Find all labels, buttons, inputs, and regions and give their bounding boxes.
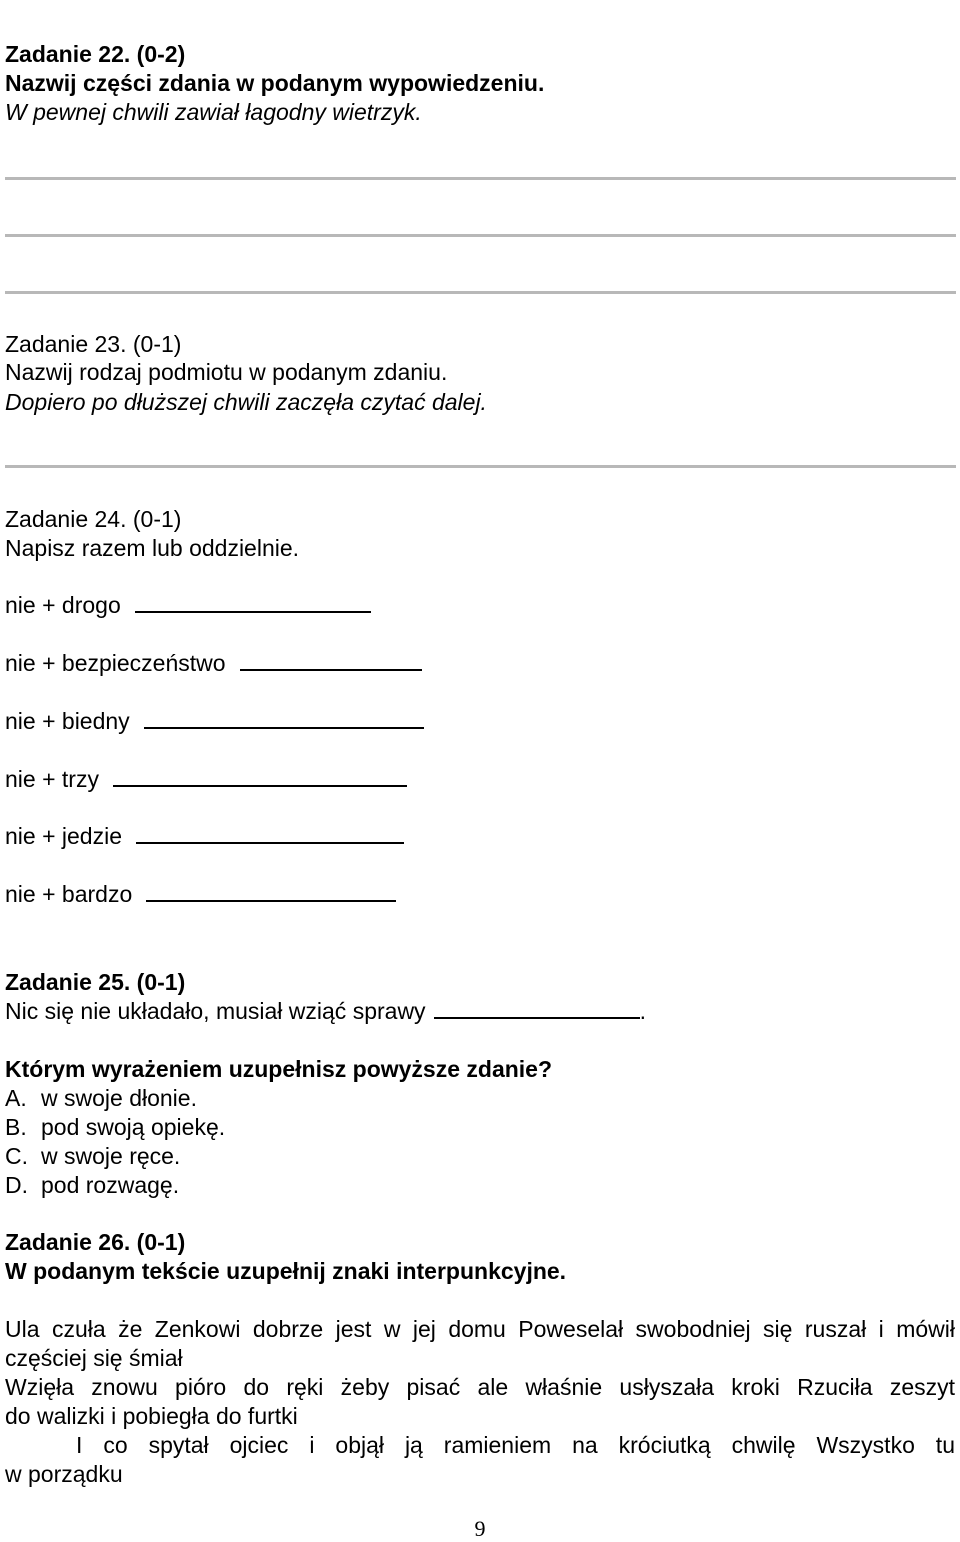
task22-title: Zadanie 22. (0-2)	[5, 41, 186, 67]
option-b[interactable]	[5, 1113, 225, 1141]
list-item	[5, 880, 396, 908]
task25-sentence	[5, 997, 646, 1025]
list-item	[5, 765, 407, 793]
sentence-start: Nic się nie układało, musiał wziąć sprawy	[5, 998, 426, 1024]
option-text: pod rozwagę.	[41, 1172, 180, 1198]
task25-question: Którym wyrażeniem uzupełnisz powyższe zdanie?	[5, 1056, 553, 1082]
sentence-end: .	[639, 998, 646, 1024]
answer-line[interactable]	[5, 177, 956, 180]
task26-title: Zadanie 26. (0-1)	[5, 1229, 186, 1255]
item-label: nie + drogo	[5, 592, 121, 618]
option-letter: C.	[5, 1143, 28, 1169]
answer-line[interactable]	[5, 234, 956, 237]
item-label: nie + bardzo	[5, 881, 133, 907]
answer-blank[interactable]	[146, 899, 396, 902]
item-label: nie + bezpieczeństwo	[5, 650, 226, 676]
task26-instruction: W podanym tekście uzupełnij znaki interpunkcyjne.	[5, 1258, 567, 1284]
task23-sentence: Dopiero po dłuższej chwili zaczęła czytać dalej.	[5, 389, 487, 415]
answer-blank[interactable]	[135, 610, 371, 613]
task23-title: Zadanie 23. (0-1)	[5, 331, 182, 357]
option-d[interactable]	[5, 1171, 179, 1199]
answer-blank[interactable]	[136, 841, 404, 844]
option-text: pod swoją opiekę.	[41, 1114, 226, 1140]
list-item	[5, 591, 371, 619]
option-text: w swoje dłonie.	[41, 1085, 197, 1111]
answer-blank[interactable]	[144, 726, 424, 729]
paragraph-line: Ula czuła że Zenkowi dobrze jest w jej domu Poweselał swobodniej się ruszał i mówił	[5, 1316, 955, 1342]
list-item	[5, 707, 424, 735]
answer-blank[interactable]	[113, 784, 407, 787]
paragraph-line: częściej się śmiał	[5, 1345, 183, 1371]
answer-line[interactable]	[5, 291, 956, 294]
option-a[interactable]	[5, 1084, 197, 1112]
page-number: 9	[474, 1516, 486, 1541]
task23-instruction: Nazwij rodzaj podmiotu w podanym zdaniu.	[5, 359, 448, 385]
task24-instruction: Napisz razem lub oddzielnie.	[5, 535, 300, 561]
list-item	[5, 822, 404, 850]
option-text: w swoje ręce.	[41, 1143, 181, 1169]
option-letter: D.	[5, 1172, 28, 1198]
item-label: nie + biedny	[5, 708, 130, 734]
task24-title: Zadanie 24. (0-1)	[5, 506, 182, 532]
paragraph-line: do walizki i pobiegła do furtki	[5, 1403, 298, 1429]
option-letter: B.	[5, 1114, 27, 1140]
answer-blank[interactable]	[240, 668, 422, 671]
item-label: nie + trzy	[5, 766, 99, 792]
paragraph-line: I co spytał ojciec i objął ją ramieniem na króciutką chwilę Wszystko tu	[76, 1432, 955, 1458]
answer-blank[interactable]	[434, 1016, 640, 1019]
task25-title: Zadanie 25. (0-1)	[5, 969, 186, 995]
item-label: nie + jedzie	[5, 823, 122, 849]
task22-instruction: Nazwij części zdania w podanym wypowiedzeniu.	[5, 70, 545, 96]
answer-line[interactable]	[5, 465, 956, 468]
list-item	[5, 649, 422, 677]
option-letter: A.	[5, 1085, 27, 1111]
paragraph-line: Wzięła znowu pióro do ręki żeby pisać ale właśnie usłyszała kroki Rzuciła zeszyt	[5, 1374, 955, 1400]
task22-sentence: W pewnej chwili zawiał łagodny wietrzyk.	[5, 99, 422, 125]
paragraph-line: w porządku	[5, 1461, 123, 1487]
option-c[interactable]	[5, 1142, 180, 1170]
